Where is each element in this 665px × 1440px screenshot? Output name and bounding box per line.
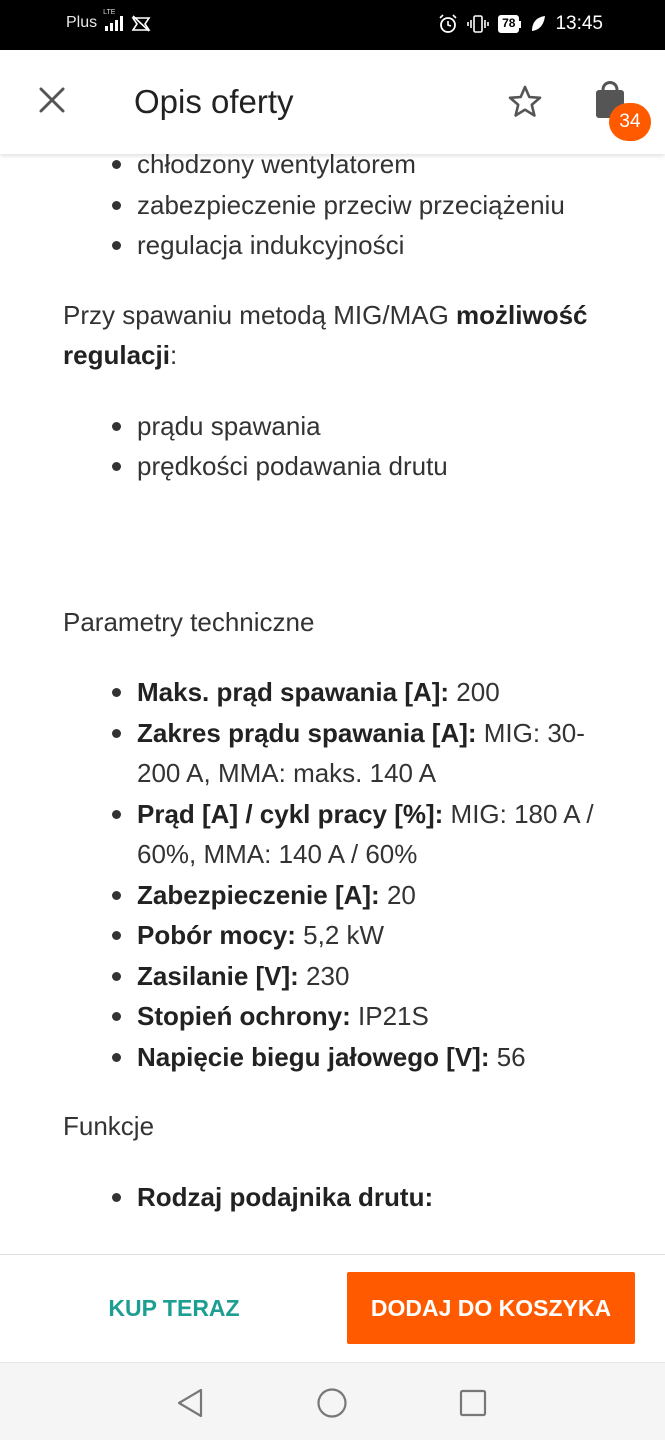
paragraph-text: Przy spawaniu metodą MIG/MAG: [63, 299, 457, 330]
add-to-cart-button[interactable]: DODAJ DO KOSZYKA: [347, 1272, 635, 1344]
system-nav-bar: [0, 1362, 665, 1440]
back-triangle-icon: [175, 1387, 205, 1419]
param-item: [137, 915, 595, 956]
bottom-action-bar: [0, 1254, 665, 1362]
param-item: [137, 956, 595, 997]
buy-now-button[interactable]: KUP TERAZ: [108, 1294, 240, 1321]
battery-level: 78: [498, 15, 519, 33]
close-button[interactable]: [32, 80, 72, 120]
param-item: [137, 996, 595, 1037]
notification-muted-icon: [131, 14, 151, 32]
param-label: Zasilanie [V]:: [137, 960, 299, 991]
paragraph-suffix: :: [169, 340, 178, 370]
param-label: Maks. prąd spawania [A]:: [137, 677, 450, 707]
regulation-list: [0, 406, 665, 487]
param-item: [137, 713, 595, 794]
param-value: IP21S: [350, 1001, 429, 1031]
param-value: 230: [298, 960, 350, 991]
param-label: Pobór mocy:: [137, 920, 296, 950]
status-bar: [0, 0, 665, 50]
close-icon: [39, 87, 65, 113]
list-item: chłodzony wentylatorem: [137, 154, 595, 185]
paragraph: [0, 295, 665, 376]
param-label: Prąd [A] / cykl pracy [%]:: [137, 798, 444, 829]
function-item: [137, 1177, 595, 1218]
list-item: prądu spawania: [137, 406, 595, 447]
param-label: Zabezpieczenie [A]:: [137, 879, 380, 910]
param-value: 5,2 kW: [295, 920, 385, 950]
star-icon: [507, 84, 543, 120]
recents-square-icon: [458, 1388, 488, 1418]
features-list: [0, 154, 665, 266]
param-item: [137, 672, 595, 713]
home-circle-icon: [316, 1387, 348, 1419]
carrier-name: Plus: [66, 14, 98, 31]
clock: 13:45: [555, 13, 603, 34]
status-right: [438, 13, 603, 35]
section-heading-functions: Funkcje: [63, 1111, 155, 1141]
technical-params-list: [0, 672, 665, 1077]
recents-button[interactable]: [455, 1385, 491, 1421]
app-header: [0, 50, 665, 154]
param-value: MIG: 180 A / 60%, MMA: 140 A / 60%: [137, 798, 594, 869]
home-button[interactable]: [314, 1385, 350, 1421]
param-item: [137, 875, 595, 916]
status-left: [66, 9, 151, 32]
list-item: prędkości podawania drutu: [137, 446, 595, 487]
functions-list: [0, 1177, 665, 1218]
cart-count-badge: 34: [609, 103, 651, 141]
network-type: LTE: [103, 9, 116, 16]
signal-icon: [103, 9, 123, 31]
offer-description[interactable]: [0, 154, 665, 1254]
page-title: Opis oferty: [134, 83, 294, 120]
param-label: Zakres prądu spawania [A]:: [137, 717, 477, 748]
favorite-button[interactable]: [503, 80, 547, 124]
param-label: Napięcie biegu jałowego [V]:: [137, 1041, 490, 1072]
back-button[interactable]: [172, 1385, 208, 1421]
paragraph-bold: możliwość regulacji: [63, 299, 588, 370]
alarm-icon: [438, 14, 458, 34]
leaf-icon: [530, 15, 546, 33]
param-value: MIG: 30-200 A, MMA: maks. 140 A: [137, 717, 585, 788]
list-item: zabezpieczenie przeciw przeciążeniu: [137, 185, 595, 226]
vibrate-icon: [467, 14, 489, 34]
battery-icon: [498, 15, 521, 33]
param-value: 56: [489, 1041, 526, 1072]
param-value: 20: [379, 879, 416, 910]
function-label: Rodzaj podajnika drutu:: [137, 1181, 434, 1212]
list-item: regulacja indukcyjności: [137, 225, 595, 266]
param-item: [137, 794, 595, 875]
param-value: 200: [449, 677, 500, 707]
param-label: Stopień ochrony:: [137, 1001, 351, 1031]
section-heading-params: Parametry techniczne: [63, 606, 315, 637]
param-item: [137, 1037, 595, 1078]
